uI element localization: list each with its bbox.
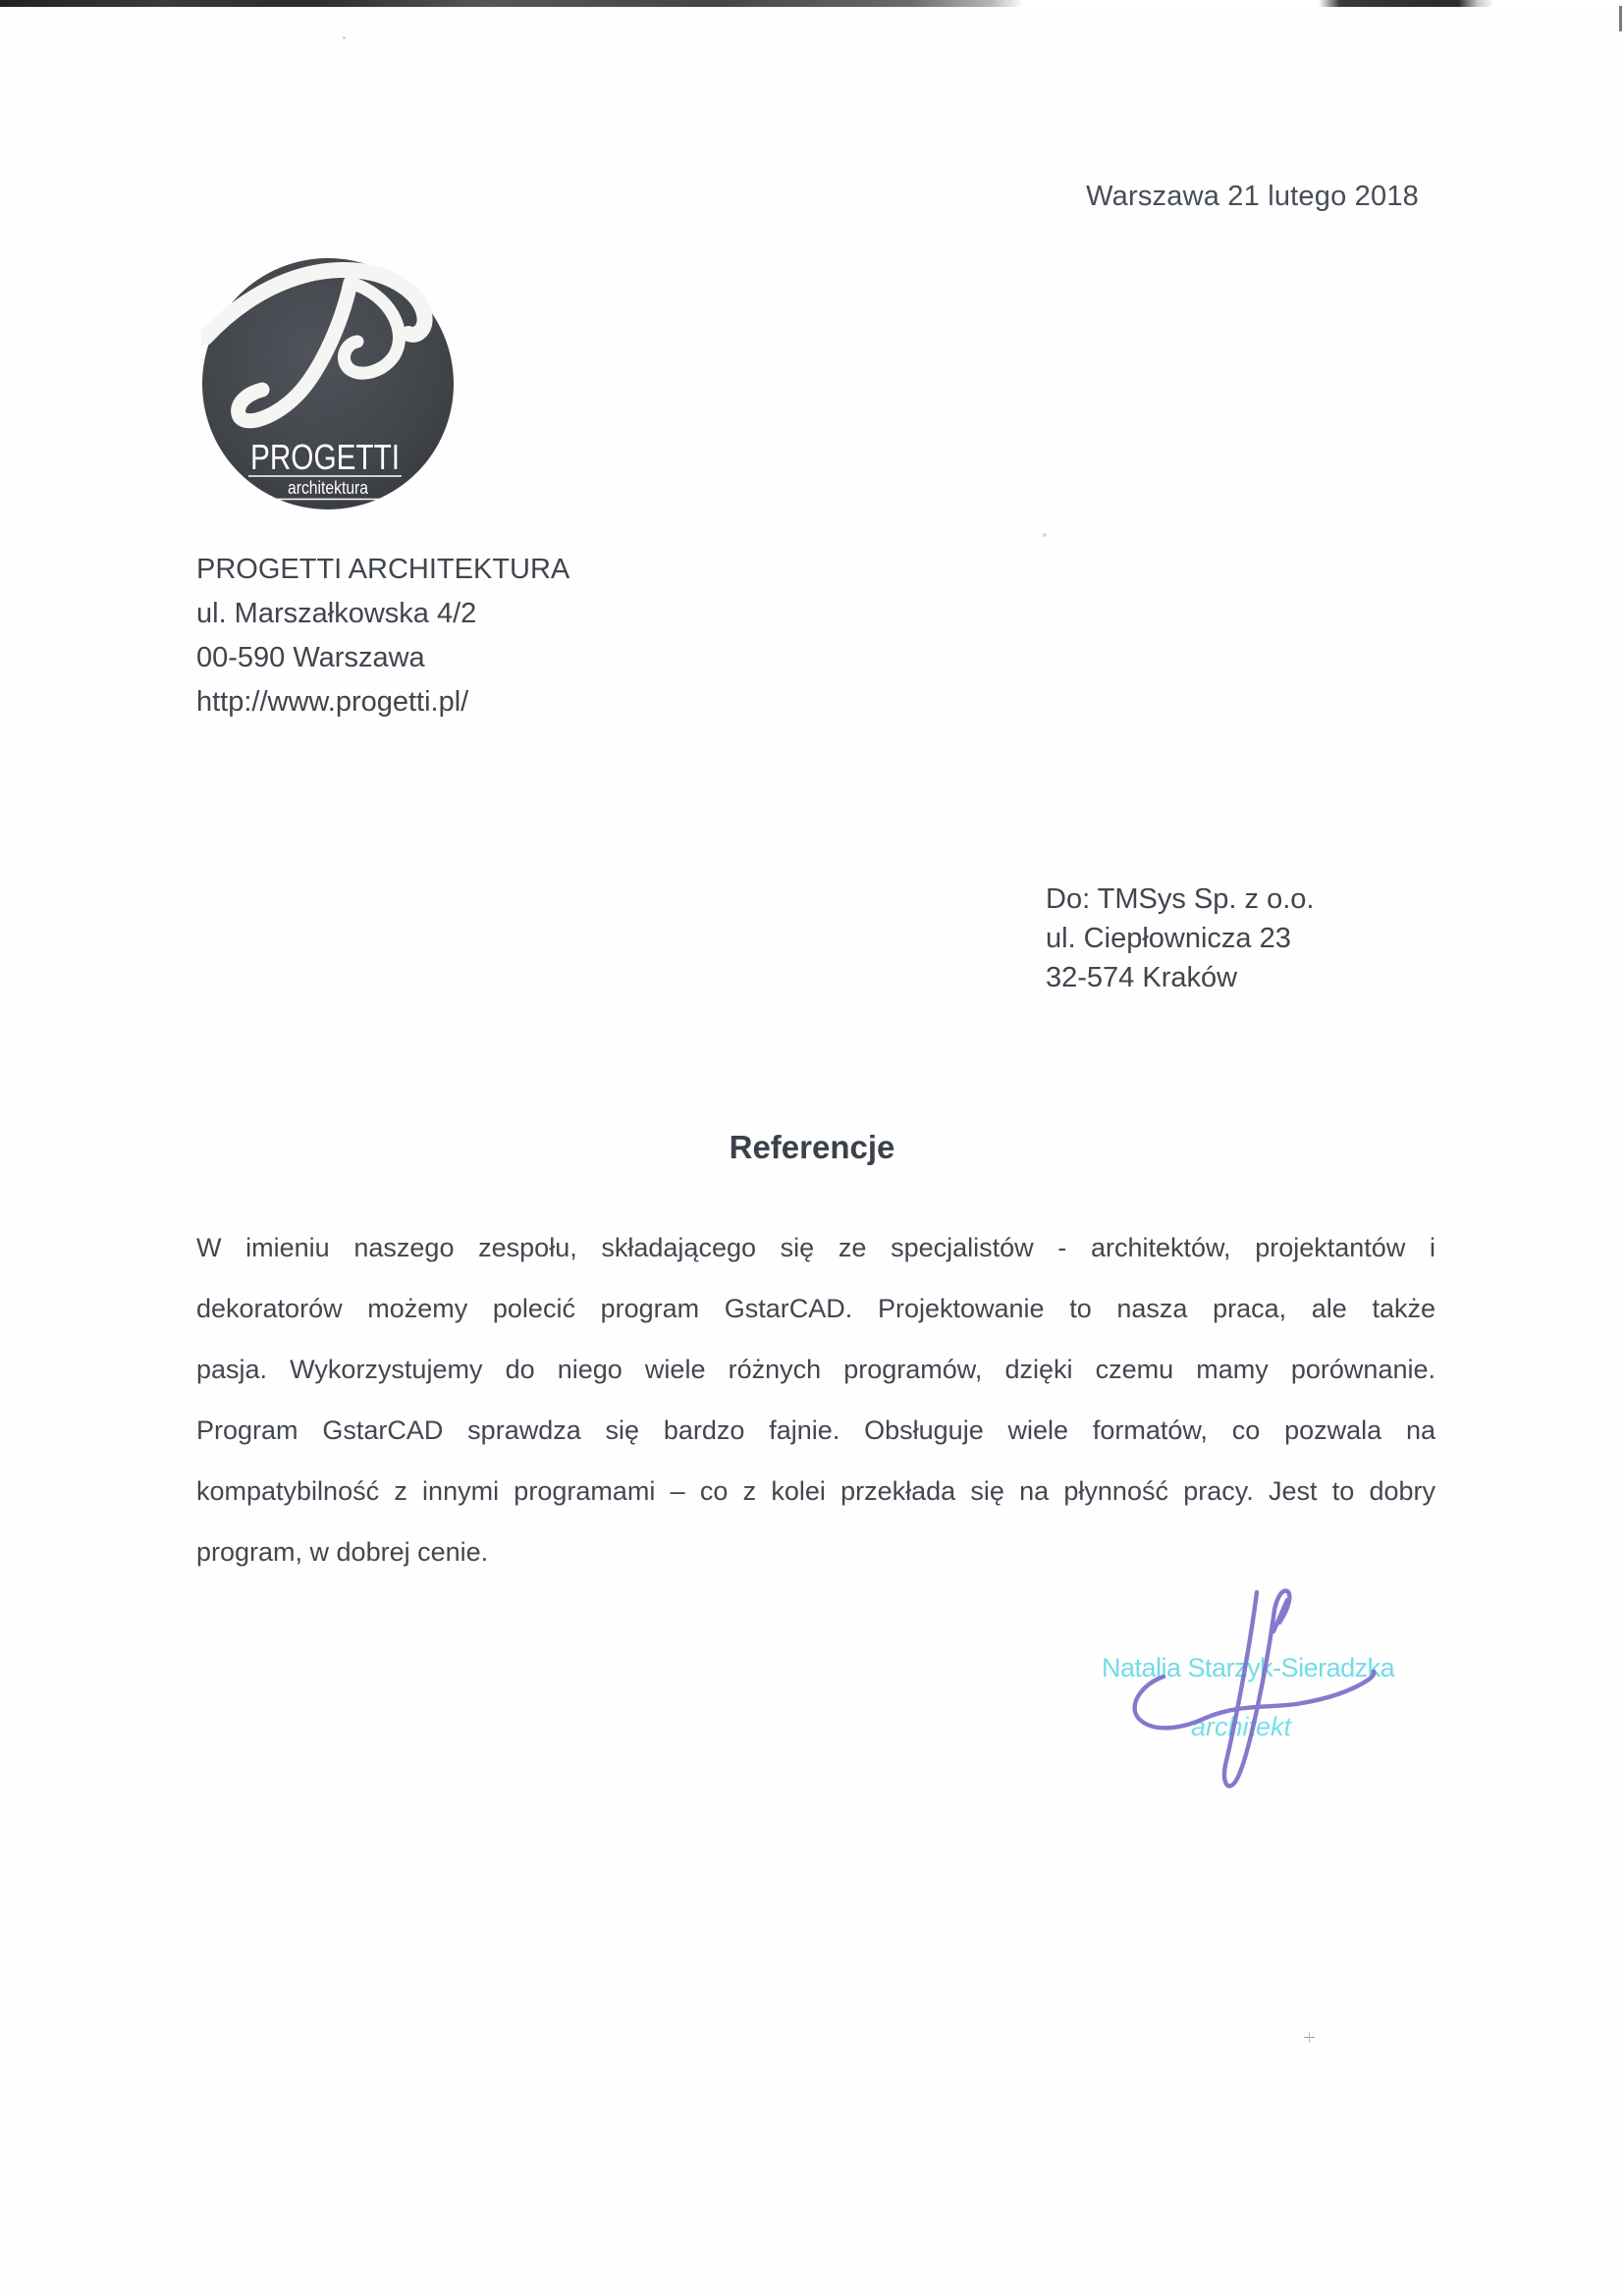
handwritten-signature-icon [1070,1561,1434,1821]
sender-name: PROGETTI ARCHITEKTURA [196,554,570,585]
body-line: kompatybilność z innymi programami – co z kolei przekłada się na płynność pracy. Jest to dobry [196,1476,1435,1506]
logo-graphic [201,257,455,510]
letter-body [196,1217,1435,1582]
scan-speck [1304,2032,1315,2043]
body-line: dekoratorów możemy polecić program GstarCAD. Projektowanie to nasza praca, ale także [196,1294,1435,1323]
body-line: program, w dobrej cenie. [196,1537,489,1567]
body-line: Program GstarCAD sprawdza się bardzo fajnie. Obsługuje wiele formatów, co pozwala na [196,1415,1435,1445]
body-line: pasja. Wykorzystujemy do niego wiele różnych programów, dzięki czemu mamy porównanie. [196,1355,1435,1384]
sender-city: 00-590 Warszawa [196,642,425,673]
logo-subtitle: architektura [288,478,369,498]
scan-speck [343,36,346,39]
sender-street: ul. Marszałkowska 4/2 [196,598,477,629]
letter-title: Referencje [729,1129,895,1165]
sender-website: http://www.progetti.pl/ [196,686,469,718]
body-line: W imieniu naszego zespołu, składającego się ze specjalistów - architektów, projektantów i [196,1233,1435,1262]
scan-artifact-top-band [0,0,1624,7]
stamp-name: Natalia Starzyk-Sieradzka [1102,1653,1395,1682]
date-line: Warszawa 21 lutego 2018 [1086,181,1419,212]
recipient-line: 32-574 Kraków [1046,962,1238,993]
scan-speck [1043,533,1047,537]
recipient-line: Do: TMSys Sp. z o.o. [1046,883,1315,915]
scan-artifact-edge-tick [1619,6,1622,31]
company-logo [201,257,455,510]
stamp-role: architekt [1191,1712,1292,1741]
recipient-line: ul. Ciepłownicza 23 [1046,923,1291,954]
sender-address-block [196,548,569,724]
recipient-address-block [1046,880,1314,997]
logo-wordmark: PROGETTI [250,437,400,477]
